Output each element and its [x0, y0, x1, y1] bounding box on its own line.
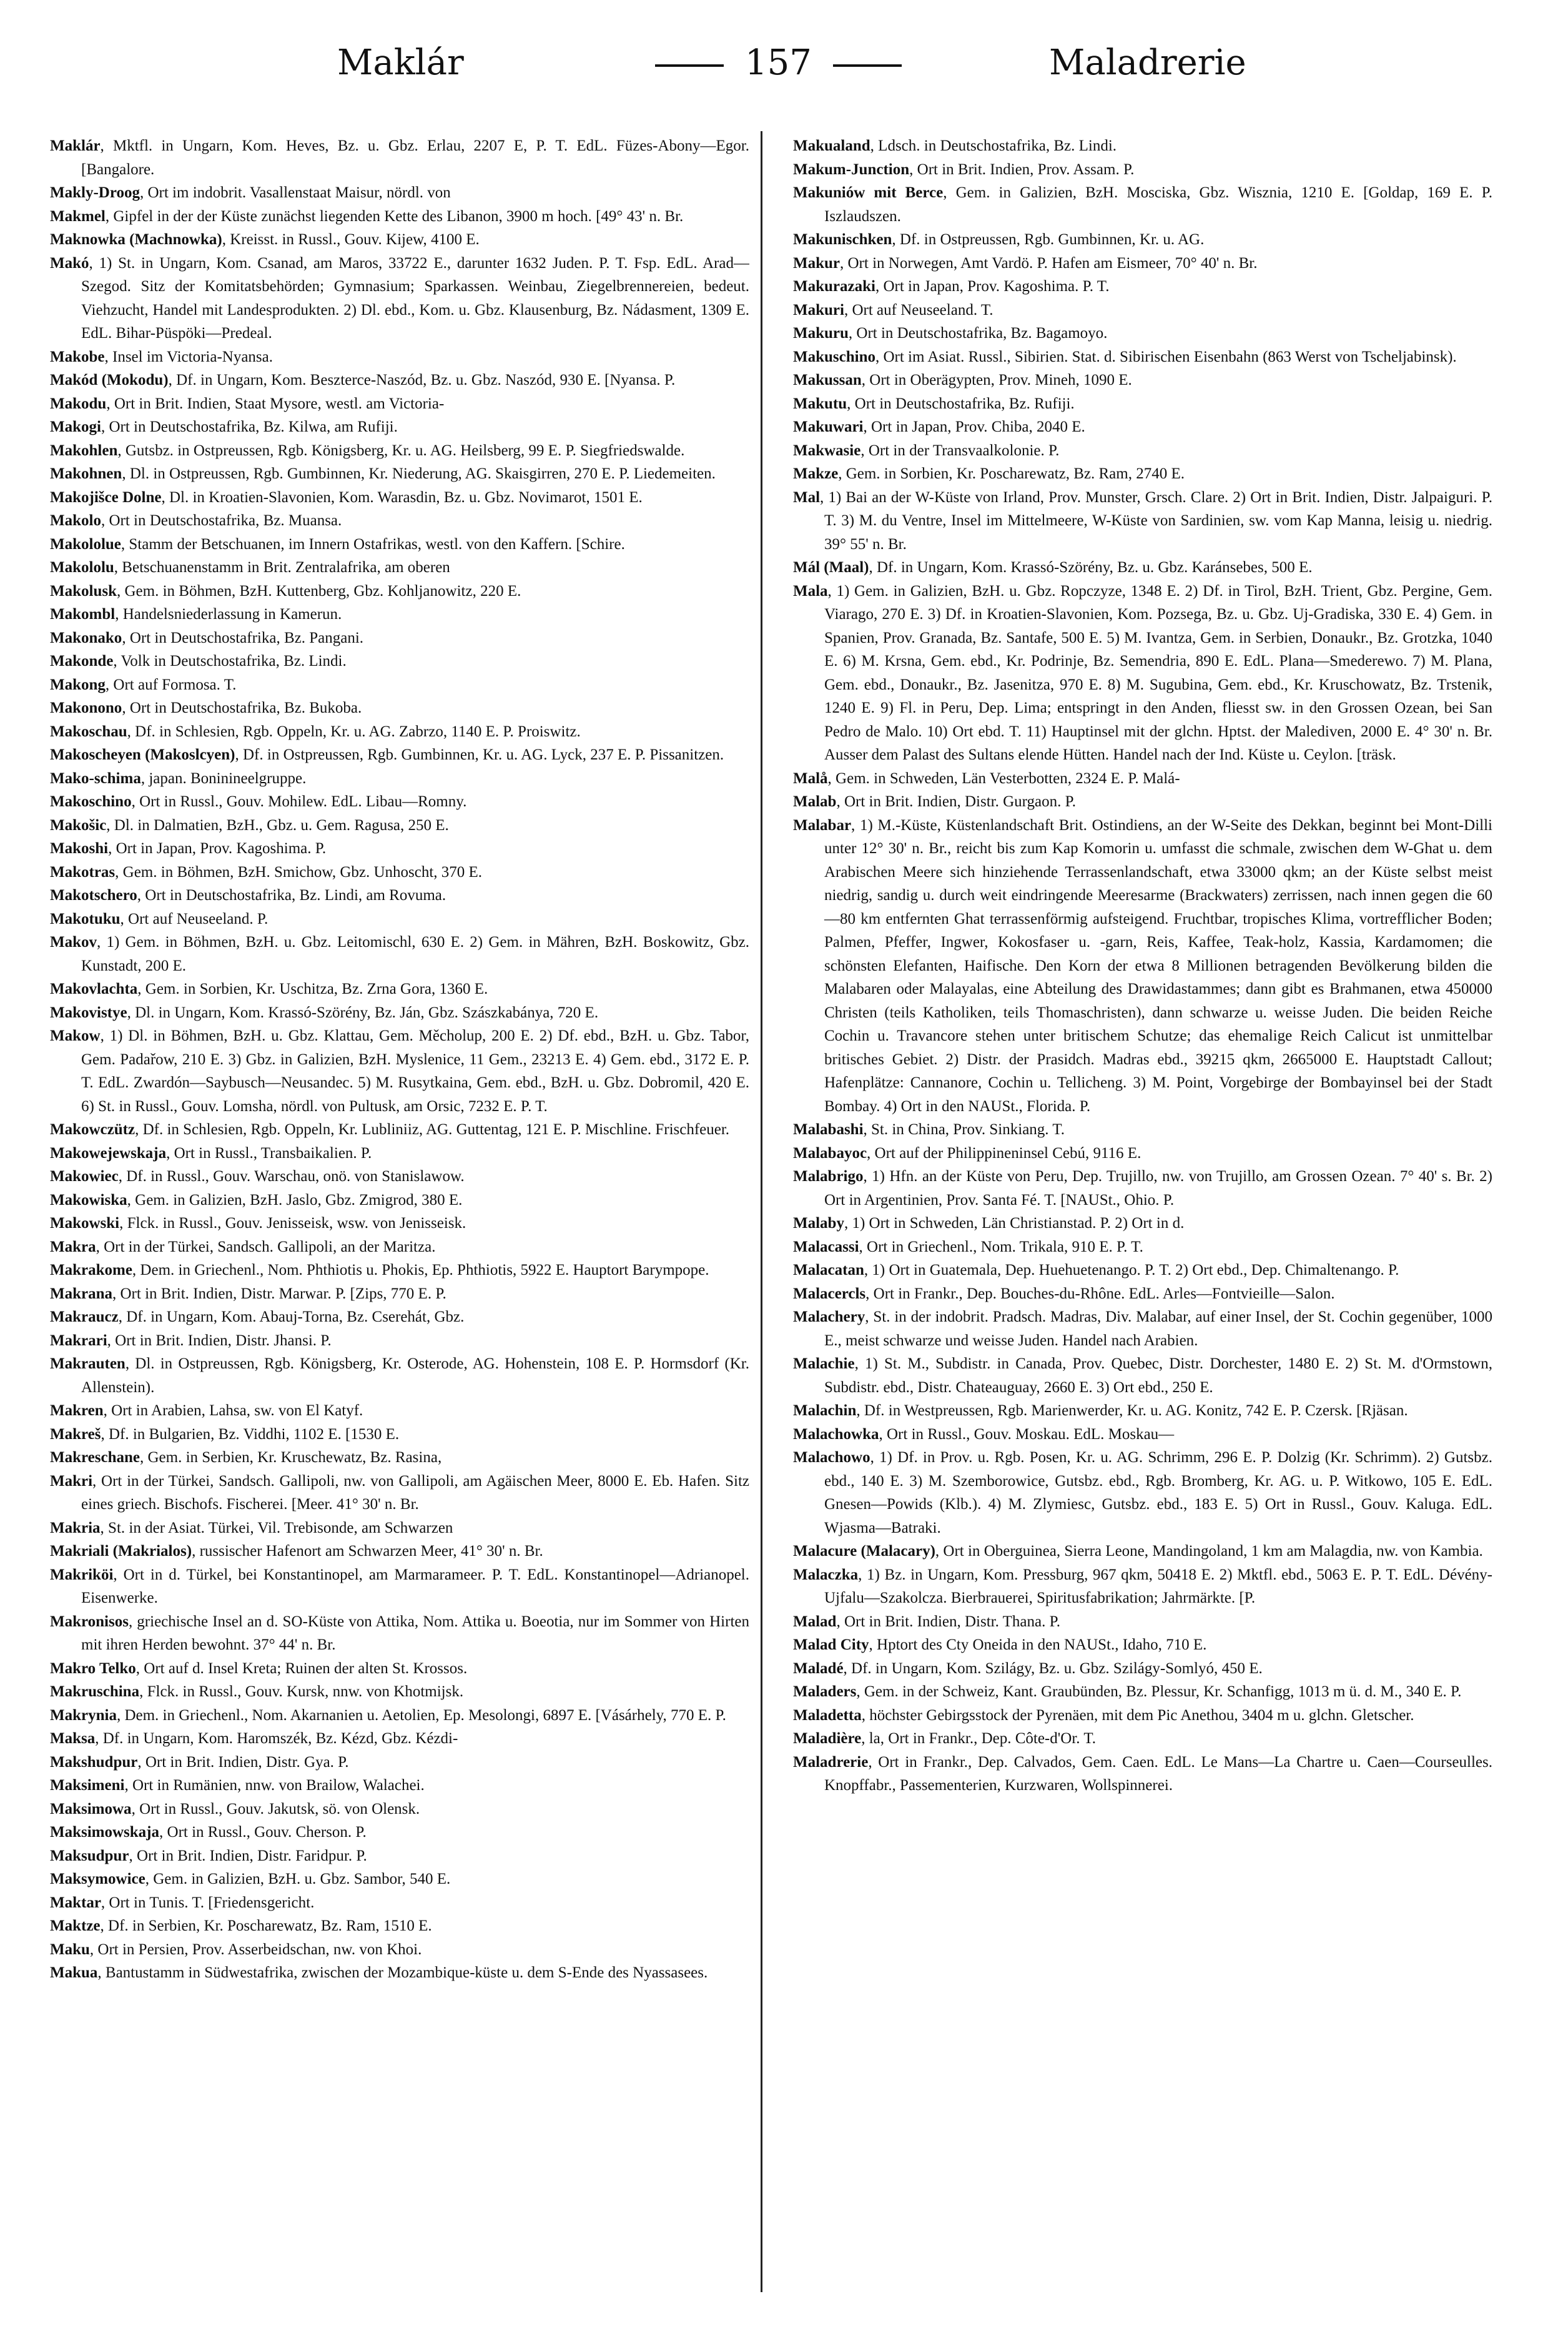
entry-headword: Makowiec: [50, 1168, 119, 1185]
header-rule-left: [655, 64, 724, 67]
dictionary-entry: Makrana, Ort in Brit. Indien, Distr. Marwar. P. [Zips, 770 E. P.: [50, 1285, 446, 1302]
dictionary-entry: Makshudpur, Ort in Brit. Indien, Distr. Gya. P.: [50, 1753, 349, 1771]
entry-headword: Maksa: [50, 1730, 96, 1747]
dictionary-entry: Makur, Ort in Norwegen, Amt Vardö. P. Hafen am Eismeer, 70° 40' n. Br.: [793, 254, 1258, 272]
dictionary-entry: Makutu, Ort in Deutschostafrika, Bz. Rufiji.: [793, 395, 1075, 412]
dictionary-entry: Maladrerie, Ort in Frankr., Dep. Calvados, Gem. Caen. EdL. Le Mans—La Chartre u. Caen—Courseulles. Knopffabr., Passementerien, Kurzwaren, Wollspinnerei.: [793, 1753, 1492, 1794]
entry-headword: Maladé: [793, 1659, 844, 1677]
entry-headword: Makrauten: [50, 1355, 126, 1372]
entry-headword: Makotuku: [50, 910, 121, 927]
entry-headword: Malad: [793, 1613, 837, 1630]
dictionary-entry: Makov, 1) Gem. in Böhmen, BzH. u. Gbz. Leitomischl, 630 E. 2) Gem. in Mähren, BzH. Boskowitz, Gbz. Kunstadt, 200 E.: [50, 934, 749, 974]
entry-headword: Makowejewskaja: [50, 1144, 167, 1162]
dictionary-entry: Mala, 1) Gem. in Galizien, BzH. u. Gbz. Ropczyze, 1348 E. 2) Df. in Tirol, BzH. Trient, Gbz. Pergine, Gem. Viarago, 270 E. 3) Df. in Kroatien-Slavonien, Kom. Pozsega, Bz. u. Gbz. Uj-Gradiska, 330 E. 4) Gem. in Spanien, Prov. Granada, Bz. Santafe, 500 E. 5) M. Ivantza, Gem. in Serbien, Donaukr., Bz. Grotzka, 1040 E. 6) M. Krsna, Gem. ebd., Kr. Podrinje, Bz. Semendria, 890 E. EdL. Plana—Smederewo. 7) M. Plana, Gem. ebd., Donaukr., Bz. Jasenitza, 970 E. 8) M. Sugubina, Gem. ebd., Kr. Kruschowatz, Bz. Trstenik, 1240 E. 9) Fl. in Peru, Dep. Lima; entspringt in den Anden, fliesst sw. in den Grossen Ozean, bei San Pedro de Malo. 10) Ort ebd. T. 11) Hauptinsel mit der glchn. Hptst. der Malediven, 2000 E. 4° 30' n. Br. Ausser dem Palast des Sultans elende Hütten. Handel nach der Ind. Küste u. Ceylon. [träsk.: [793, 582, 1492, 763]
dictionary-entry: Malabar, 1) M.-Küste, Küstenlandschaft Brit. Ostindiens, an der W-Seite des Dekkan, beginnt bei Mont-Dilli unter 12° 30' n. Br., reicht bis zum Kap Komorin u. umfasst die schmale, zwischen dem W-Ghat u. dem Arabischen Meere sich hinziehende Terrassenlandschaft, etwa 33000 qkm; an der Küste selbst meist niedrig, sandig u. durch weit eindringende Meeresarme (Brackwaters) zerrissen, nach innen gegen die 60—80 km entfernten Ghat terrassenförmig aufsteigend. Fruchtbar, tropisches Klima, vortrefflicher Boden; Palmen, Pfeffer, Ingwer, Kokosfaser u. -garn, Reis, Kaffee, Teak-holz, Kassia, Kardamomen; die schönsten Elefanten, Haifische. Den Korn der etwa 8 Millionen betragenden Bevölkerung bilden die Malabaren oder Malayalas, eine Abteilung des Drawidastammes; dann gibt es Brahmanen, etwa 450000 Christen (teils Katholiken, teils Thomaschristen), dann schwarze u. weisse Juden. Die beiden Reiche Cochin u. Travancore stehen unter britischem Schutze; das ehemalige Reich Calicut ist unmittelbar britisches Gebiet. 2) Distr. der Prasidch. Madras ebd., 39215 qkm, 2665000 E. Hauptstadt Callout; Hafenplätze: Cannanore, Cochin u. Tellicheng. 3) M. Point, Vorgebirge der Bombayinsel bei der Stadt Bombay. 4) Ort in den NAUSt., Florida. P.: [793, 816, 1492, 1115]
entry-headword: Makreš: [50, 1425, 101, 1443]
dictionary-entry: Makovistye, Dl. in Ungarn, Kom. Krassó-Szörény, Bz. Ján, Gbz. Szászkabánya, 720 E.: [50, 1004, 599, 1021]
dictionary-entry: Makoschau, Df. in Schlesien, Rgb. Oppeln, Kr. u. AG. Zabrzo, 1140 E. P. Proiswitz.: [50, 723, 581, 740]
entry-headword: Makmel: [50, 207, 106, 225]
dictionary-entry: Makriali (Makrialos), russischer Hafenort am Schwarzen Meer, 41° 30' n. Br.: [50, 1543, 543, 1560]
dictionary-entry: Maladers, Gem. in der Schweiz, Kant. Graubünden, Bz. Plessur, Kr. Schanfigg, 1013 m ü. d. M., 340 E. P.: [793, 1683, 1462, 1700]
entry-headword: Malacatan: [793, 1262, 864, 1278]
entry-headword: Makua: [50, 1964, 98, 1981]
entry-headword: Makuri: [793, 301, 844, 319]
entry-headword: Makum-Junction: [793, 161, 910, 178]
header-left-catchword: Maklár: [337, 42, 464, 83]
entry-headword: Makodu: [50, 395, 107, 412]
entry-headword: Maladière: [793, 1730, 862, 1747]
header-right-catchword: Maladrerie: [1049, 42, 1246, 83]
dictionary-entry: Makreš, Df. in Bulgarien, Bz. Viddhi, 1102 E. [1530 E.: [50, 1425, 400, 1443]
dictionary-entry: Makowejewskaja, Ort in Russl., Transbaikalien. P.: [50, 1144, 372, 1162]
entry-headword: Makria: [50, 1519, 101, 1536]
dictionary-entry: Maktar, Ort in Tunis. T. [Friedensgericht.: [50, 1894, 315, 1911]
dictionary-entry: Maladetta, höchster Gebirgsstock der Pyrenäen, mit dem Pic Anethou, 3404 m u. glchn. Gletscher.: [793, 1706, 1414, 1724]
entry-headword: Maknowka (Machnowka): [50, 231, 222, 248]
dictionary-entry: Makohlen, Gutsbz. in Ostpreussen, Rgb. Königsberg, Kr. u. AG. Heilsberg, 99 E. P. Siegfriedswalde.: [50, 442, 685, 459]
entry-headword: Makošic: [50, 816, 107, 834]
entry-headword: Makonako: [50, 629, 122, 646]
entry-headword: Malachin: [793, 1402, 857, 1419]
entry-headword: Makonde: [50, 653, 114, 670]
dictionary-entry: Makowiec, Df. in Russl., Gouv. Warschau, onö. von Stanislawow.: [50, 1168, 465, 1185]
dictionary-entry: Maksimowa, Ort in Russl., Gouv. Jakutsk, sö. von Olensk.: [50, 1800, 420, 1817]
dictionary-entry: Malabashi, St. in China, Prov. Sinkiang. T.: [793, 1121, 1065, 1138]
entry-headword: Makogi: [50, 418, 101, 435]
dictionary-entry: Maladière, la, Ort in Frankr., Dep. Côte-d'Or. T.: [793, 1730, 1096, 1747]
entry-headword: Maktze: [50, 1917, 101, 1934]
dictionary-entry: Makošic, Dl. in Dalmatien, BzH., Gbz. u. Gem. Ragusa, 250 E.: [50, 816, 449, 834]
dictionary-entry: Makó, 1) St. in Ungarn, Kom. Csanad, am Maros, 33722 E., darunter 1632 Juden. P. T. Fsp. EdL. Arad—Szegod. Sitz der Komitatsbehörden; Gymnasium; Sparkassen. Weinbau, Ziegelbrennereien, bedeut. Viehzucht, Handel mit Landesprodukten. 2) Dl. ebd., Kom. u. Gbz. Klausenburg, Bz. Nádasment, 1309 E. EdL. Bihar-Püspöki—Predeal.: [50, 254, 749, 342]
dictionary-entry: Makololue, Stamm der Betschuanen, im Innern Ostafrikas, westl. von den Kaffern. [Schire.: [50, 535, 625, 553]
right-column: [793, 134, 1492, 2302]
dictionary-entry: Makobe, Insel im Victoria-Nyansa.: [50, 348, 273, 365]
entry-headword: Maladetta: [793, 1706, 862, 1724]
entry-headword: Makriköi: [50, 1566, 114, 1583]
entry-headword: Malabashi: [793, 1121, 864, 1138]
entry-headword: Makowski: [50, 1215, 120, 1232]
dictionary-entry: Malad City, Hptort des Cty Oneida in den NAUSt., Idaho, 710 E.: [793, 1636, 1207, 1653]
entry-headword: Malabayoc: [793, 1144, 867, 1162]
entry-headword: Malachie: [793, 1355, 855, 1372]
entry-headword: Maktar: [50, 1894, 101, 1911]
entry-headword: Malacure (Malacary): [793, 1543, 935, 1560]
entry-headword: Makreschane: [50, 1449, 140, 1466]
dictionary-entry: Makololu, Betschuanenstamm in Brit. Zentralafrika, am oberen: [50, 559, 450, 576]
dictionary-entry: Makogi, Ort in Deutschostafrika, Bz. Kilwa, am Rufiji.: [50, 418, 398, 435]
entry-headword: Makrana: [50, 1285, 112, 1302]
entry-headword: Makuniów mit Berce: [793, 184, 944, 201]
entry-headword: Makrari: [50, 1332, 107, 1349]
entry-headword: Maksimeni: [50, 1777, 125, 1794]
entry-headword: Makong: [50, 676, 106, 693]
dictionary-entry: Makoscheyen (Makoslcyen), Df. in Ostpreussen, Rgb. Gumbinnen, Kr. u. AG. Lyck, 237 E. P. Pissanitzen.: [50, 746, 724, 763]
entry-headword: Malaby: [793, 1215, 844, 1232]
dictionary-entry: Mal, 1) Bai an der W-Küste von Irland, Prov. Munster, Grsch. Clare. 2) Ort in Brit. Indien, Distr. Jalpaiguri. P. T. 3) M. du Ventre, Insel im Mittelmeere, W-Küste von Sardinien, sw. vom Kap Manna, leisig u. niedrig. 39° 55' n. Br.: [793, 488, 1492, 553]
entry-headword: Mala: [793, 582, 828, 600]
dictionary-entry: Makolusk, Gem. in Böhmen, BzH. Kuttenberg, Gbz. Kohljanowitz, 220 E.: [50, 582, 521, 600]
dictionary-entry: Mál (Maal), Df. in Ungarn, Kom. Krassó-Szörény, Bz. u. Gbz. Karánsebes, 500 E.: [793, 559, 1313, 576]
entry-headword: Makovlachta: [50, 981, 138, 997]
dictionary-entry: Makrauten, Dl. in Ostpreussen, Rgb. Königsberg, Kr. Osterode, AG. Hohenstein, 108 E. P. Hormsdorf (Kr. Allenstein).: [50, 1355, 749, 1396]
entry-headword: Maku: [50, 1941, 90, 1958]
entry-headword: Malachowo: [793, 1449, 870, 1466]
entry-headword: Makutu: [793, 395, 847, 412]
dictionary-entry: Malacassi, Ort in Griechenl., Nom. Trikala, 910 E. P. T.: [793, 1238, 1143, 1255]
entry-headword: Makobe: [50, 348, 105, 365]
dictionary-entry: Malabayoc, Ort auf der Philippineninsel Cebú, 9116 E.: [793, 1144, 1141, 1162]
dictionary-entry: Makojišce Dolne, Dl. in Kroatien-Slavonien, Kom. Warasdin, Bz. u. Gbz. Novimarot, 1501 E.: [50, 488, 643, 506]
dictionary-entry: Makuschino, Ort im Asiat. Russl., Sibirien. Stat. d. Sibirischen Eisenbahn (863 Werst von Tscheljabinsk).: [793, 348, 1457, 365]
dictionary-entry: Makolo, Ort in Deutschostafrika, Bz. Muansa.: [50, 512, 342, 529]
entry-headword: Makoschau: [50, 723, 127, 740]
page-header: [0, 42, 1568, 105]
dictionary-entry: Makurazaki, Ort in Japan, Prov. Kagoshima. P. T.: [793, 278, 1110, 295]
entry-headword: Malacercls: [793, 1285, 866, 1302]
dictionary-entry: Maksudpur, Ort in Brit. Indien, Distr. Faridpur. P.: [50, 1847, 367, 1864]
entry-headword: Makuru: [793, 325, 849, 342]
left-column: [50, 134, 749, 2302]
dictionary-entry: Makowiska, Gem. in Galizien, BzH. Jaslo, Gbz. Zmigrod, 380 E.: [50, 1191, 463, 1209]
dictionary-entry: Makria, St. in der Asiat. Türkei, Vil. Trebisonde, am Schwarzen: [50, 1519, 453, 1536]
entry-headword: Makuschino: [793, 348, 875, 365]
dictionary-entry: Makum-Junction, Ort in Brit. Indien, Prov. Assam. P.: [793, 161, 1135, 178]
dictionary-entry: Malaczka, 1) Bz. in Ungarn, Kom. Pressburg, 967 qkm, 50418 E. 2) Mktfl. ebd., 5063 E. P. T. EdL. Dévény-Ujfalu—Szakolcza. Bierbrauerei, Spiritusfabrikation; Jahrmärkte. [P.: [793, 1566, 1492, 1606]
dictionary-entry: Maknowka (Machnowka), Kreisst. in Russl., Gouv. Kijew, 4100 E.: [50, 231, 480, 248]
header-page-number-block: [634, 42, 923, 83]
entry-headword: Makohlen: [50, 442, 118, 459]
dictionary-entry: Makombl, Handelsniederlassung in Kamerun.: [50, 606, 342, 623]
entry-headword: Makovistye: [50, 1004, 127, 1021]
dictionary-entry: Makuri, Ort auf Neuseeland. T.: [793, 301, 994, 319]
entry-headword: Makrakome: [50, 1262, 132, 1278]
entry-headword: Makonono: [50, 700, 122, 716]
entry-headword: Makro Telko: [50, 1659, 136, 1677]
dictionary-entry: Makunischken, Df. in Ostpreussen, Rgb. Gumbinnen, Kr. u. AG.: [793, 231, 1205, 248]
dictionary-entry: Makwasie, Ort in der Transvaalkolonie. P.: [793, 442, 1060, 459]
dictionary-entry: Makow, 1) Dl. in Böhmen, BzH. u. Gbz. Klattau, Gem. Měcholup, 200 E. 2) Df. ebd., BzH. u. Gbz. Tabor, Gem. Padařow, 210 E. 3) Gbz. in Galizien, BzH. Myslenice, 11 Gem., 23213 E. 4) Gem. ebd., 3172 E. P. T. EdL. Zwardón—Saybusch—Neusandec. 5) M. Rusytkaina, Gem. ebd., BzH. u. Gbz. Dobromil, 420 E. 6) St. in Russl., Gouv. Lomsha, nördl. von Pultusk, am Orsic, 7232 E. P. T.: [50, 1027, 749, 1115]
entry-headword: Mako-schima: [50, 769, 141, 787]
dictionary-entry: Makovlachta, Gem. in Sorbien, Kr. Uschitza, Bz. Zrna Gora, 1360 E.: [50, 981, 488, 997]
entry-headword: Makur: [793, 254, 840, 272]
entry-headword: Maksymowice: [50, 1871, 145, 1887]
dictionary-entry: Makotras, Gem. in Böhmen, BzH. Smichow, Gbz. Unhoscht, 370 E.: [50, 863, 483, 881]
entry-headword: Makrynia: [50, 1706, 117, 1724]
dictionary-entry: Makruschina, Flck. in Russl., Gouv. Kursk, nnw. von Khotmijsk.: [50, 1683, 464, 1700]
dictionary-entry: Makong, Ort auf Formosa. T.: [50, 676, 237, 693]
dictionary-entry: Maksimeni, Ort in Rumänien, nnw. von Brailow, Walachei.: [50, 1777, 425, 1794]
entry-headword: Makren: [50, 1402, 104, 1419]
entry-headword: Maladrerie: [793, 1753, 869, 1771]
page-number: 157: [745, 42, 812, 83]
entry-headword: Makololue: [50, 535, 121, 553]
dictionary-entry: Makuniów mit Berce, Gem. in Galizien, BzH. Mosciska, Gbz. Wisznia, 1210 E. [Goldap, 169 E. P. Iszlaudszen.: [793, 184, 1492, 225]
entry-headword: Makly-Droog: [50, 184, 140, 201]
dictionary-entry: Makohnen, Dl. in Ostpreussen, Rgb. Gumbinnen, Kr. Niederung, AG. Skaisgirren, 270 E. P. Liedemeiten.: [50, 465, 716, 482]
entry-headword: Makwasie: [793, 442, 861, 459]
entry-headword: Makolo: [50, 512, 101, 529]
entry-headword: Makow: [50, 1027, 101, 1044]
entry-headword: Makunischken: [793, 231, 892, 248]
dictionary-entry: Makowski, Flck. in Russl., Gouv. Jenisseisk, wsw. von Jenisseisk.: [50, 1215, 466, 1232]
dictionary-entry: Makro Telko, Ort auf d. Insel Kreta; Ruinen der alten St. Krossos.: [50, 1659, 468, 1677]
entry-headword: Makra: [50, 1238, 96, 1255]
dictionary-entry: Makze, Gem. in Sorbien, Kr. Poscharewatz, Bz. Ram, 2740 E.: [793, 465, 1185, 482]
entry-headword: Makussan: [793, 372, 862, 388]
dictionary-entry: Makód (Mokodu), Df. in Ungarn, Kom. Beszterce-Naszód, Bz. u. Gbz. Naszód, 930 E. [Nyansa. P.: [50, 372, 676, 388]
entry-headword: Makód (Mokodu): [50, 372, 169, 388]
dictionary-entry: Makronisos, griechische Insel an d. SO-Küste von Attika, Nom. Attika u. Boeotia, nur im Sommer von Hirten mit ihren Herden bewohnt. 37° 44' n. Br.: [50, 1613, 749, 1653]
dictionary-entry: Malachie, 1) St. M., Subdistr. in Canada, Prov. Quebec, Distr. Dorchester, 1480 E. 2) St. M. d'Ormstown, Subdistr. ebd., Distr. Chateauguay, 2660 E. 3) Ort ebd., 250 E.: [793, 1355, 1492, 1396]
column-divider: [761, 131, 762, 2292]
dictionary-entry: Makonde, Volk in Deutschostafrika, Bz. Lindi.: [50, 653, 347, 670]
entry-headword: Maklár: [50, 137, 101, 154]
entry-headword: Malabar: [793, 816, 852, 834]
dictionary-entry: Malabrigo, 1) Hfn. an der Küste von Peru, Dep. Trujillo, nw. von Trujillo, am Grossen Ozean. 7° 40' s. Br. 2) Ort in Argentinien, Prov. Santa Fé. T. [NAUSt., Ohio. P.: [793, 1168, 1492, 1209]
dictionary-entry: Maksymowice, Gem. in Galizien, BzH. u. Gbz. Sambor, 540 E.: [50, 1871, 451, 1887]
entry-headword: Makraucz: [50, 1308, 119, 1325]
dictionary-entry: Makotschero, Ort in Deutschostafrika, Bz. Lindi, am Rovuma.: [50, 887, 446, 904]
dictionary-entry: Makrynia, Dem. in Griechenl., Nom. Akarnanien u. Aetolien, Ep. Mesolongi, 6897 E. [Vásárhely, 770 E. P.: [50, 1706, 726, 1724]
entry-headword: Makriali (Makrialos): [50, 1543, 192, 1560]
entry-headword: Makololu: [50, 559, 114, 576]
entry-headword: Makov: [50, 934, 97, 951]
dictionary-entry: Makonono, Ort in Deutschostafrika, Bz. Bukoba.: [50, 700, 362, 716]
dictionary-entry: Makriköi, Ort in d. Türkel, bei Konstantinopel, am Marmarameer. P. T. EdL. Konstantinopel—Adrianopel. Eisenwerke.: [50, 1566, 749, 1606]
dictionary-entry: Makotuku, Ort auf Neuseeland. P.: [50, 910, 269, 927]
dictionary-entry: Makoschino, Ort in Russl., Gouv. Mohilew. EdL. Libau—Romny.: [50, 793, 467, 810]
entry-headword: Makronisos: [50, 1613, 129, 1630]
entry-headword: Makotras: [50, 863, 116, 881]
entry-headword: Makshudpur: [50, 1753, 138, 1771]
entry-headword: Makurazaki: [793, 278, 875, 295]
entry-headword: Makri: [50, 1472, 93, 1490]
entry-headword: Malad City: [793, 1636, 869, 1653]
dictionary-entry: Maladé, Df. in Ungarn, Kom. Szilágy, Bz. u. Gbz. Szilágy-Somlyó, 450 E.: [793, 1659, 1263, 1677]
entry-headword: Makze: [793, 465, 839, 482]
entry-headword: Makoscheyen (Makoslcyen): [50, 746, 235, 763]
entry-headword: Makowczütz: [50, 1121, 136, 1138]
entry-headword: Makohnen: [50, 465, 122, 482]
dictionary-entry: Makonako, Ort in Deutschostafrika, Bz. Pangani.: [50, 629, 364, 646]
dictionary-entry: Makowczütz, Df. in Schlesien, Rgb. Oppeln, Kr. Lubliniiz, AG. Guttentag, 121 E. P. Mischline. Frischfeuer.: [50, 1121, 730, 1138]
dictionary-entry: Makly-Droog, Ort im indobrit. Vasallenstaat Maisur, nördl. von: [50, 184, 451, 201]
entry-headword: Makoschino: [50, 793, 132, 810]
entry-headword: Malabrigo: [793, 1168, 864, 1185]
dictionary-entry: Makua, Bantustamm in Südwestafrika, zwischen der Mozambique-küste u. dem S-Ende des Nyassasees.: [50, 1964, 708, 1981]
dictionary-entry: Malå, Gem. in Schweden, Län Vesterbotten, 2324 E. P. Malá-: [793, 769, 1180, 787]
dictionary-entry: Malacure (Malacary), Ort in Oberguinea, Sierra Leone, Mandingoland, 1 km am Malagdia, nw. von Kambia.: [793, 1543, 1483, 1560]
entry-headword: Makruschina: [50, 1683, 140, 1700]
dictionary-entry: Malad, Ort in Brit. Indien, Distr. Thana. P.: [793, 1613, 1060, 1630]
entry-headword: Makowiska: [50, 1191, 127, 1209]
dictionary-entry: Makra, Ort in der Türkei, Sandsch. Gallipoli, an der Maritza.: [50, 1238, 436, 1255]
dictionary-entry: Makuwari, Ort in Japan, Prov. Chiba, 2040 E.: [793, 418, 1085, 435]
dictionary-entry: Malacercls, Ort in Frankr., Dep. Bouches-du-Rhône. EdL. Arles—Fontvieille—Salon.: [793, 1285, 1335, 1302]
dictionary-entry: Makrari, Ort in Brit. Indien, Distr. Jhansi. P.: [50, 1332, 332, 1349]
entry-headword: Mal: [793, 488, 821, 506]
dictionary-entry: Makrakome, Dem. in Griechenl., Nom. Phthiotis u. Phokis, Ep. Phthiotis, 5922 E. Hauptort Barympope.: [50, 1262, 709, 1278]
dictionary-entry: Makualand, Ldsch. in Deutschostafrika, Bz. Lindi.: [793, 137, 1117, 154]
entry-headword: Malachowka: [793, 1425, 879, 1443]
entry-headword: Maksudpur: [50, 1847, 129, 1864]
header-rule-right: [833, 64, 902, 67]
dictionary-entry: Maksa, Df. in Ungarn, Kom. Haromszék, Bz. Kézd, Gbz. Kézdi-: [50, 1730, 458, 1747]
dictionary-entry: Makmel, Gipfel in der der Küste zunächst liegenden Kette des Libanon, 3900 m hoch. [49° 43' n. Br.: [50, 207, 684, 225]
dictionary-entry: Malachery, St. in der indobrit. Pradsch. Madras, Div. Malabar, auf einer Insel, der St. Cochin gegenüber, 1000 E., meist schwarze und weisse Juden. Handel nach Arabien.: [793, 1308, 1492, 1349]
entry-headword: Malacassi: [793, 1238, 859, 1255]
entry-headword: Makotschero: [50, 887, 137, 904]
dictionary-entry: Makodu, Ort in Brit. Indien, Staat Mysore, westl. am Victoria-: [50, 395, 445, 412]
dictionary-entry: Malachin, Df. in Westpreussen, Rgb. Marienwerder, Kr. u. AG. Konitz, 742 E. P. Czersk. [Rjäsan.: [793, 1402, 1408, 1419]
entry-headword: Malaczka: [793, 1566, 859, 1583]
dictionary-entry: Maksimowskaja, Ort in Russl., Gouv. Cherson. P.: [50, 1824, 367, 1841]
entry-headword: Makualand: [793, 137, 870, 154]
dictionary-entry: Makussan, Ort in Oberägypten, Prov. Mineh, 1090 E.: [793, 372, 1132, 388]
dictionary-entry: Makuru, Ort in Deutschostafrika, Bz. Bagamoyo.: [793, 325, 1108, 342]
dictionary-entry: Malachowo, 1) Df. in Prov. u. Rgb. Posen, Kr. u. AG. Schrimm, 296 E. P. Dolzig (Kr. Schrimm). 2) Gutsbz. ebd., 140 E. 3) M. Szemborowice, Gutsbz. ebd., Rgb. Bromberg, Kr. AG. u. P. Witkowo, 105 E. EdL. Gnesen—Powids (Klb.). 4) M. Zlymiesc, Gutsbz. ebd., 183 E. 5) Ort in Russl., Gouv. Kaluga. EdL. Wjasma—Batraki.: [793, 1449, 1492, 1536]
dictionary-entry: Makreschane, Gem. in Serbien, Kr. Kruschewatz, Bz. Rasina,: [50, 1449, 442, 1466]
entry-headword: Maksimowa: [50, 1800, 132, 1817]
entry-headword: Mál (Maal): [793, 559, 869, 576]
dictionary-entry: Maklár, Mktfl. in Ungarn, Kom. Heves, Bz. u. Gbz. Erlau, 2207 E, P. T. EdL. Füzes-Abony—Egor. [Bangalore.: [50, 137, 749, 178]
dictionary-entry: Makri, Ort in der Türkei, Sandsch. Gallipoli, nw. von Gallipoli, am Agäischen Meer, 8000 E. Eb. Hafen. Sitz eines griech. Bischofs. Fischerei. [Meer. 41° 30' n. Br.: [50, 1472, 749, 1513]
entry-headword: Malachery: [793, 1308, 865, 1325]
dictionary-entry: Maktze, Df. in Serbien, Kr. Poscharewatz, Bz. Ram, 1510 E.: [50, 1917, 432, 1934]
entry-headword: Makó: [50, 254, 89, 272]
dictionary-entry: Mako-schima, japan. Boninineelgruppe.: [50, 769, 307, 787]
dictionary-entry: Malacatan, 1) Ort in Guatemala, Dep. Huehuetenango. P. T. 2) Ort ebd., Dep. Chimaltenango. P.: [793, 1262, 1399, 1278]
dictionary-entry: Malaby, 1) Ort in Schweden, Län Christianstad. P. 2) Ort in d.: [793, 1215, 1185, 1232]
entry-headword: Malå: [793, 769, 828, 787]
dictionary-entry: Malab, Ort in Brit. Indien, Distr. Gurgaon. P.: [793, 793, 1077, 810]
entry-headword: Makombl: [50, 606, 116, 623]
dictionary-entry: Malachowka, Ort in Russl., Gouv. Moskau. EdL. Moskau—: [793, 1425, 1175, 1443]
dictionary-entry: Makren, Ort in Arabien, Lahsa, sw. von El Katyf.: [50, 1402, 363, 1419]
entry-headword: Makojišce Dolne: [50, 488, 162, 506]
dictionary-entry: Makoshi, Ort in Japan, Prov. Kagoshima. P.: [50, 840, 327, 857]
dictionary-entry: Maku, Ort in Persien, Prov. Asserbeidschan, nw. von Khoi.: [50, 1941, 422, 1958]
dictionary-entry: Makraucz, Df. in Ungarn, Kom. Abauj-Torna, Bz. Cserehát, Gbz.: [50, 1308, 465, 1325]
entry-headword: Maladers: [793, 1683, 857, 1700]
entry-headword: Makoshi: [50, 840, 109, 857]
entry-headword: Maksimowskaja: [50, 1824, 160, 1841]
entry-headword: Makolusk: [50, 582, 117, 600]
entry-headword: Makuwari: [793, 418, 864, 435]
entry-headword: Malab: [793, 793, 837, 810]
